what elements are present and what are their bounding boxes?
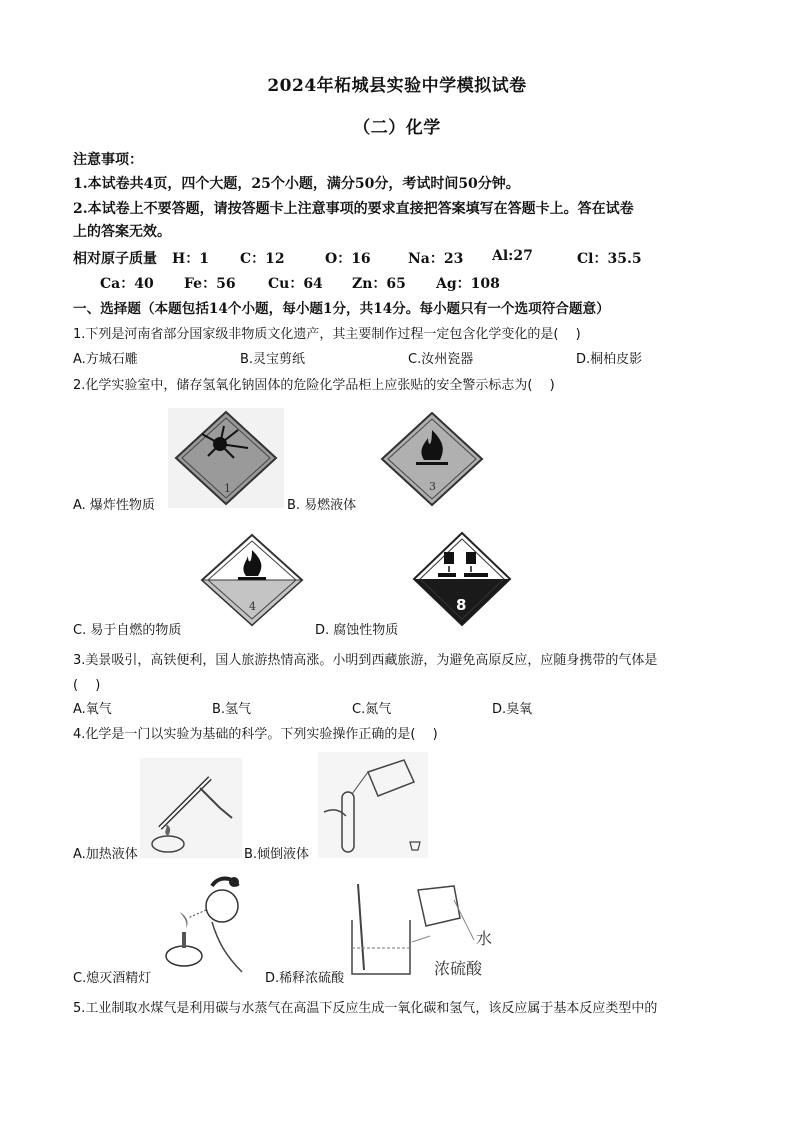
question-3-text-line2: ( ) bbox=[73, 678, 101, 693]
q1-option-a: A.方城石雕 bbox=[73, 352, 138, 367]
q1-option-c: C.汝州瓷器 bbox=[408, 352, 474, 367]
q2-option-b: B. 易燃液体 bbox=[287, 498, 357, 513]
notes-item-1: 1.本试卷共4页，四个大题，25个小题，满分50分，考试时间50分钟。 bbox=[73, 176, 520, 192]
atomic-mass-zn: Zn：65 bbox=[352, 276, 406, 292]
atomic-mass-label: 相对原子质量 bbox=[73, 251, 157, 267]
acid-label: 浓硫酸 bbox=[434, 959, 483, 978]
atomic-mass-cu: Cu：64 bbox=[268, 276, 323, 292]
exam-title: 2024年柘城县实验中学模拟试卷 bbox=[267, 76, 527, 96]
question-2-text: 2.化学实验室中，储存氢氧化钠固体的危险化学品柜上应张贴的安全警示标志为( ) bbox=[73, 378, 555, 393]
q2-option-c: C. 易于自燃的物质 bbox=[73, 623, 182, 638]
notes-item-2-line2: 上的答案无效。 bbox=[73, 224, 171, 240]
q3-option-b: B.氢气 bbox=[212, 702, 252, 717]
q4-option-c: C.熄灭酒精灯 bbox=[73, 971, 152, 986]
atomic-mass-al: Al:27 bbox=[492, 248, 533, 264]
q2-option-d: D. 腐蚀性物质 bbox=[315, 623, 399, 638]
notes-heading: 注意事项： bbox=[73, 152, 143, 168]
atomic-mass-h: H：1 bbox=[172, 251, 209, 267]
q2-option-a: A. 爆炸性物质 bbox=[73, 498, 155, 513]
heating-liquid-figure bbox=[140, 758, 242, 858]
q4-option-d: D.稀释浓硫酸 bbox=[265, 971, 345, 986]
exam-subtitle: （二）化学 bbox=[353, 118, 441, 138]
flammable-liquid-sign-icon bbox=[376, 410, 488, 508]
question-3-text-line1: 3.美景吸引，高铁便利，国人旅游热情高涨。小明到西藏旅游，为避免高原反应，应随身携带的气体是 bbox=[73, 653, 658, 668]
q4-option-a: A.加热液体 bbox=[73, 847, 138, 862]
atomic-mass-fe: Fe：56 bbox=[184, 276, 236, 292]
notes-item-2-line1: 2.本试卷上不要答题，请按答题卡上注意事项的要求直接把答案填写在答题卡上。答在试卷 bbox=[73, 201, 634, 217]
water-label: 水 bbox=[476, 929, 493, 948]
sign-number-4: 4 bbox=[249, 600, 256, 613]
atomic-mass-na: Na：23 bbox=[408, 251, 464, 267]
q4-option-b: B.倾倒液体 bbox=[244, 847, 310, 862]
q1-option-b: B.灵宝剪纸 bbox=[240, 352, 306, 367]
question-4-text: 4.化学是一门以实验为基础的科学。下列实验操作正确的是( ) bbox=[73, 727, 438, 742]
corrosive-sign-icon bbox=[410, 530, 514, 628]
spontaneous-combustion-sign-icon bbox=[196, 532, 308, 628]
question-1-text: 1.下列是河南省部分国家级非物质文化遗产，其主要制作过程一定包含化学变化的是( ) bbox=[73, 327, 581, 342]
atomic-mass-ca: Ca：40 bbox=[100, 276, 154, 292]
sign-number-3: 3 bbox=[429, 480, 436, 493]
atomic-mass-ag: Ag：108 bbox=[436, 276, 500, 292]
atomic-mass-c: C：12 bbox=[240, 251, 285, 267]
sign-number-1: 1 bbox=[224, 482, 231, 495]
q1-option-d: D.桐柏皮影 bbox=[576, 352, 643, 367]
extinguish-lamp-figure bbox=[152, 872, 260, 978]
question-5-text: 5.工业制取水煤气是利用碳与水蒸气在高温下反应生成一氧化碳和氢气，该反应属于基本反应类型中的 bbox=[73, 1001, 658, 1016]
sign-number-8: 8 bbox=[456, 596, 467, 614]
section-heading: 一、选择题（本题包括14个小题，每小题1分，共14分。每小题只有一个选项符合题意） bbox=[73, 301, 610, 317]
q3-option-d: D.臭氧 bbox=[492, 702, 533, 717]
atomic-mass-cl: Cl：35.5 bbox=[577, 251, 642, 267]
explosive-sign-icon bbox=[168, 408, 284, 508]
pouring-liquid-figure bbox=[318, 752, 428, 858]
atomic-mass-o: O：16 bbox=[325, 251, 371, 267]
q3-option-c: C.氮气 bbox=[352, 702, 392, 717]
dilute-acid-figure bbox=[342, 878, 502, 978]
q3-option-a: A.氧气 bbox=[73, 702, 112, 717]
